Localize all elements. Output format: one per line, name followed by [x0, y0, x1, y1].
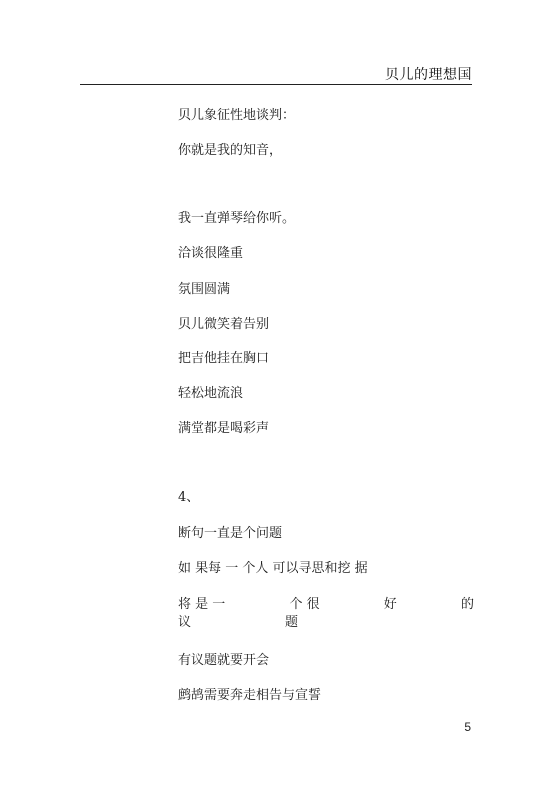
text-line: 有议题就要开会 [178, 653, 270, 668]
justified-word: 将 是 一 [178, 597, 226, 612]
text-line: 鹧鸪需要奔走相告与宣誓 [178, 688, 322, 703]
text-line: 洽谈很隆重 [178, 246, 244, 261]
justified-word: 个 很 [289, 597, 320, 612]
header-rule [80, 84, 472, 85]
text-line: 贝儿微笑着告别 [178, 317, 270, 332]
justified-word: 的 [460, 597, 474, 612]
text-line: 断句一直是个问题 [178, 526, 283, 541]
text-line: 你就是我的知音， [178, 143, 283, 158]
text-line: 贝儿象征性地谈判： [178, 108, 296, 123]
text-line: 如 果每 一 个人 可以寻思和挖 据 [178, 561, 368, 576]
justified-row [178, 597, 474, 613]
running-header-title: 贝儿的理想国 [385, 67, 472, 83]
justified-word: 题 [284, 615, 298, 630]
justified-word: 好 [383, 597, 397, 612]
justified-row [178, 615, 298, 631]
justified-word: 议 [178, 615, 192, 630]
text-line: 满堂都是喝彩声 [178, 421, 270, 436]
page-number: 5 [464, 720, 471, 734]
text-line: 把吉他挂在胸口 [178, 351, 270, 366]
text-line: 轻松地流浪 [178, 386, 244, 401]
text-line: 氛围圆满 [178, 282, 231, 297]
justified-paragraph [178, 597, 474, 631]
section-number: 4、 [178, 490, 200, 505]
text-line: 我一直弹琴给你听。 [178, 211, 296, 226]
